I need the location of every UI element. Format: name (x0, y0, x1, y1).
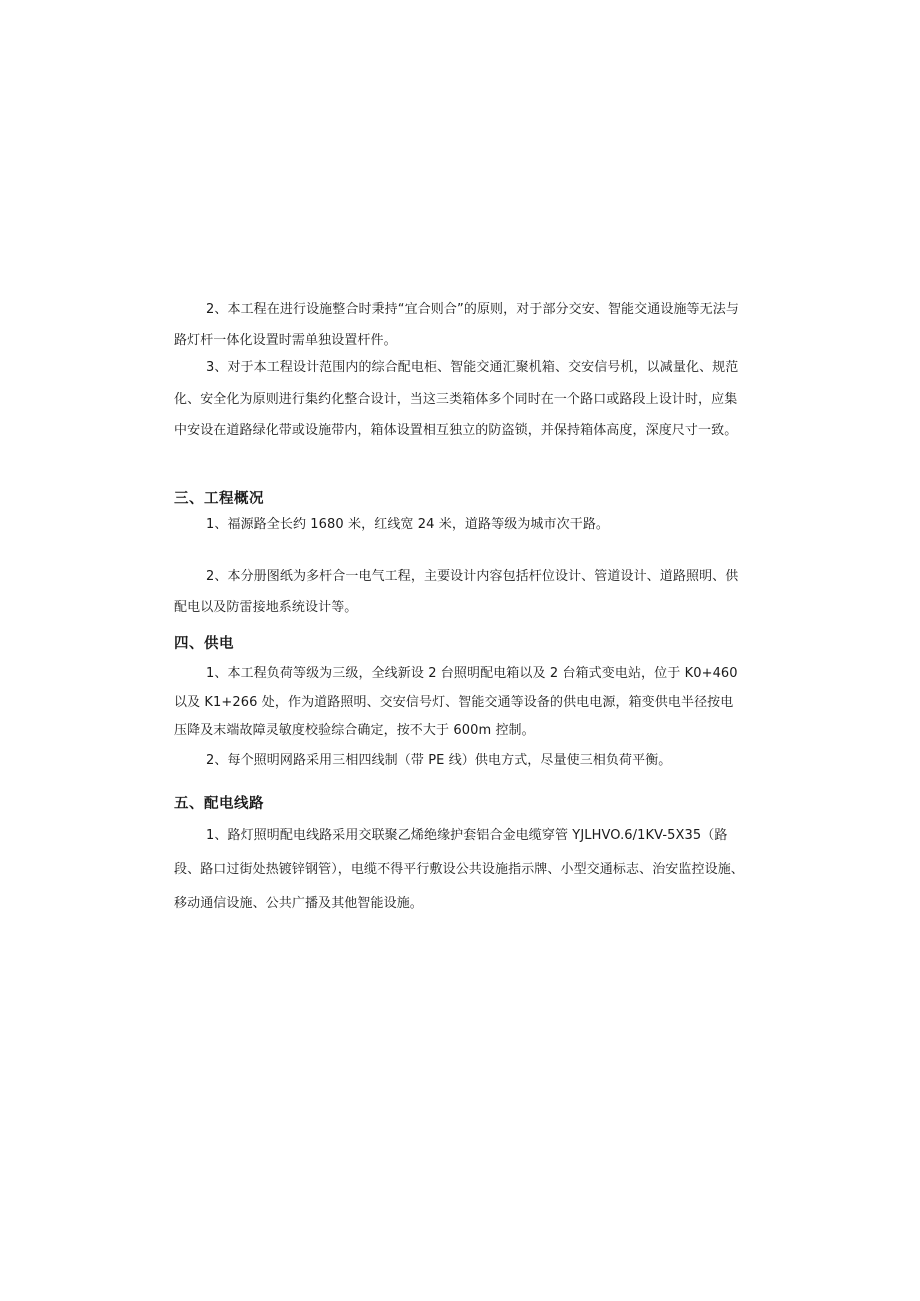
section-3-item-2: 2、本分册图纸为多杆合一电气工程，主要设计内容包括杆位设计、管道设计、道路照明、供配电以及防雷接地系统设计等。 (174, 569, 739, 615)
section-4-item-1: 1、本工程负荷等级为三级，全线新设 2 台照明配电箱以及 2 台箱式变电站，位于 K0+460 以及 K1+266 处，作为道路照明、交安信号灯、智能交通等设备的供电电源，箱变供电半径按电压降及末端故障灵敏度校验综合确定，按不大于 600m 控制。 (174, 666, 738, 738)
section-5-item-1: 1、路灯照明配电线路采用交联聚乙烯绝缘护套铝合金电缆穿管 YJLHVO.6/1KV-5X35（路段、路口过街处热镀锌钢管），电缆不得平行敷设公共设施指示牌、小型交通标志、治安监控设施、移动通信设施、公共广播及其他智能设施。 (174, 828, 744, 911)
section-4-item-2: 2、每个照明网路采用三相四线制（带 PE 线）供电方式，尽量使三相负荷平衡。 (206, 753, 672, 768)
paragraph-design-principle-3: 3、对于本工程设计范围内的综合配电柜、智能交通汇聚机箱、交安信号机，以减量化、规范化、安全化为原则进行集约化整合设计，当这三类箱体多个同时在一个路口或路段上设计时，应集中安设在道路绿化带或设施带内，箱体设置相互独立的防盗锁，并保持箱体高度，深度尺寸一致。 (174, 360, 739, 438)
section-5-heading: 五、配电线路 (174, 796, 264, 812)
section-4-heading: 四、供电 (174, 636, 234, 652)
paragraph-design-principle-2: 2、本工程在进行设施整合时秉持“宜合则合”的原则，对于部分交安、智能交通设施等无法与路灯杆一体化设置时需单独设置杆件。 (174, 302, 739, 348)
section-3-item-1: 1、福源路全长约 1680 米，红线宽 24 米，道路等级为城市次干路。 (206, 517, 610, 532)
section-3-heading: 三、工程概况 (174, 491, 264, 507)
